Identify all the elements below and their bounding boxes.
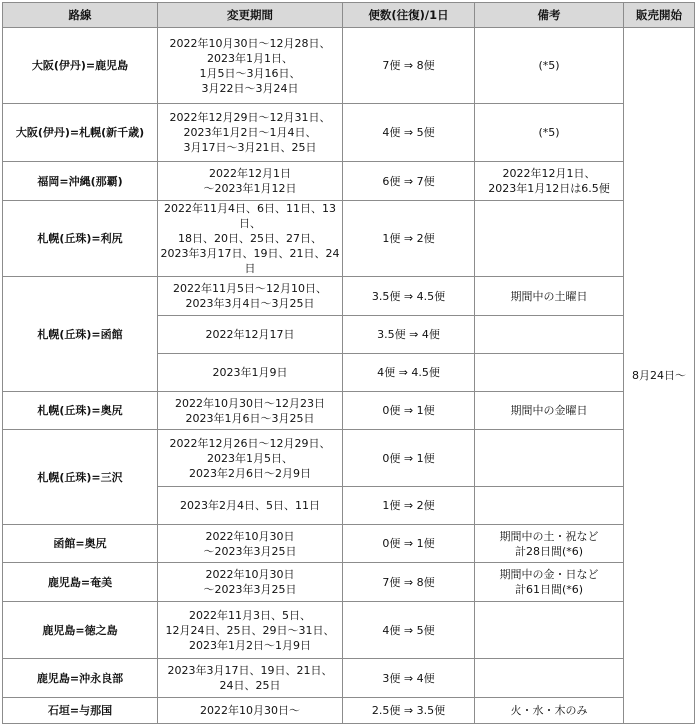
flights-cell: 3便 ⇒ 4便 [343,659,475,698]
table-row [3,698,695,724]
flight-schedule-table [2,2,695,724]
flights-cell: 0便 ⇒ 1便 [343,430,475,487]
period-cell: 2022年11月3日、5日、 12月24日、25日、29日～31日、 2023年1月2日～1月9日 [158,602,343,659]
note-cell [475,430,624,487]
period-cell: 2022年12月1日 ～2023年1月12日 [158,162,343,201]
flights-cell: 2.5便 ⇒ 3.5便 [343,698,475,724]
table-row [3,392,695,430]
note-cell: 期間中の金曜日 [475,392,624,430]
flights-cell: 6便 ⇒ 7便 [343,162,475,201]
table-row [3,104,695,162]
flights-cell: 1便 ⇒ 2便 [343,487,475,525]
note-cell [475,602,624,659]
period-cell: 2023年2月4日、5日、11日 [158,487,343,525]
period-cell: 2022年11月5日～12月10日、 2023年3月4日～3月25日 [158,277,343,316]
flights-cell: 7便 ⇒ 8便 [343,563,475,602]
period-cell: 2022年11月4日、6日、11日、13日、 18日、20日、25日、27日、 2023年3月17日、19日、21日、24日 [158,201,343,277]
table-row [3,28,695,104]
route-cell: 札幌(丘珠)=利尻 [3,201,158,277]
note-cell: 期間中の土曜日 [475,277,624,316]
table-row [3,563,695,602]
note-cell: 2022年12月1日、 2023年1月12日は6.5便 [475,162,624,201]
header-note: 備考 [475,3,624,28]
header-row [3,3,695,28]
period-cell: 2023年1月9日 [158,354,343,392]
flights-cell: 3.5便 ⇒ 4.5便 [343,277,475,316]
table-row [3,525,695,563]
route-cell: 福岡=沖縄(那覇) [3,162,158,201]
flights-cell: 4便 ⇒ 4.5便 [343,354,475,392]
route-cell: 札幌(丘珠)=奥尻 [3,392,158,430]
flights-cell: 7便 ⇒ 8便 [343,28,475,104]
sale-start-cell: 8月24日～ [624,28,695,724]
period-cell: 2022年10月30日 ～2023年3月25日 [158,525,343,563]
route-cell: 鹿児島=徳之島 [3,602,158,659]
header-sale-start: 販売開始 [624,3,695,28]
period-cell: 2022年12月17日 [158,316,343,354]
table-row [3,162,695,201]
table-row [3,277,695,316]
note-cell [475,354,624,392]
note-cell [475,201,624,277]
table-row [3,602,695,659]
period-cell: 2022年10月30日 ～2023年3月25日 [158,563,343,602]
period-cell: 2022年10月30日～12月23日 2023年1月6日～3月25日 [158,392,343,430]
flights-cell: 0便 ⇒ 1便 [343,392,475,430]
table-row [3,659,695,698]
route-cell: 札幌(丘珠)=三沢 [3,430,158,525]
note-cell [475,659,624,698]
route-cell: 大阪(伊丹)=鹿児島 [3,28,158,104]
period-cell: 2023年3月17日、19日、21日、 24日、25日 [158,659,343,698]
note-cell [475,487,624,525]
note-cell: (*5) [475,28,624,104]
period-cell: 2022年12月26日～12月29日、 2023年1月5日、 2023年2月6日～2月9日 [158,430,343,487]
note-cell: (*5) [475,104,624,162]
table-row [3,430,695,487]
note-cell: 火・水・木のみ [475,698,624,724]
route-cell: 函館=奥尻 [3,525,158,563]
route-cell: 石垣=与那国 [3,698,158,724]
period-cell: 2022年10月30日～ [158,698,343,724]
route-cell: 札幌(丘珠)=函館 [3,277,158,392]
route-cell: 大阪(伊丹)=札幌(新千歳) [3,104,158,162]
flights-cell: 3.5便 ⇒ 4便 [343,316,475,354]
flights-cell: 0便 ⇒ 1便 [343,525,475,563]
period-cell: 2022年10月30日～12月28日、 2023年1月1日、 1月5日～3月16日、 3月22日～3月24日 [158,28,343,104]
route-cell: 鹿児島=奄美 [3,563,158,602]
note-cell: 期間中の金・日など 計61日間(*6) [475,563,624,602]
period-cell: 2022年12月29日～12月31日、 2023年1月2日～1月4日、 3月17日～3月21日、25日 [158,104,343,162]
header-route: 路線 [3,3,158,28]
route-cell: 鹿児島=沖永良部 [3,659,158,698]
flights-cell: 1便 ⇒ 2便 [343,201,475,277]
note-cell: 期間中の土・祝など 計28日間(*6) [475,525,624,563]
header-period: 変更期間 [158,3,343,28]
flights-cell: 4便 ⇒ 5便 [343,602,475,659]
flights-cell: 4便 ⇒ 5便 [343,104,475,162]
header-flights: 便数(往復)/1日 [343,3,475,28]
table-row [3,201,695,277]
note-cell [475,316,624,354]
